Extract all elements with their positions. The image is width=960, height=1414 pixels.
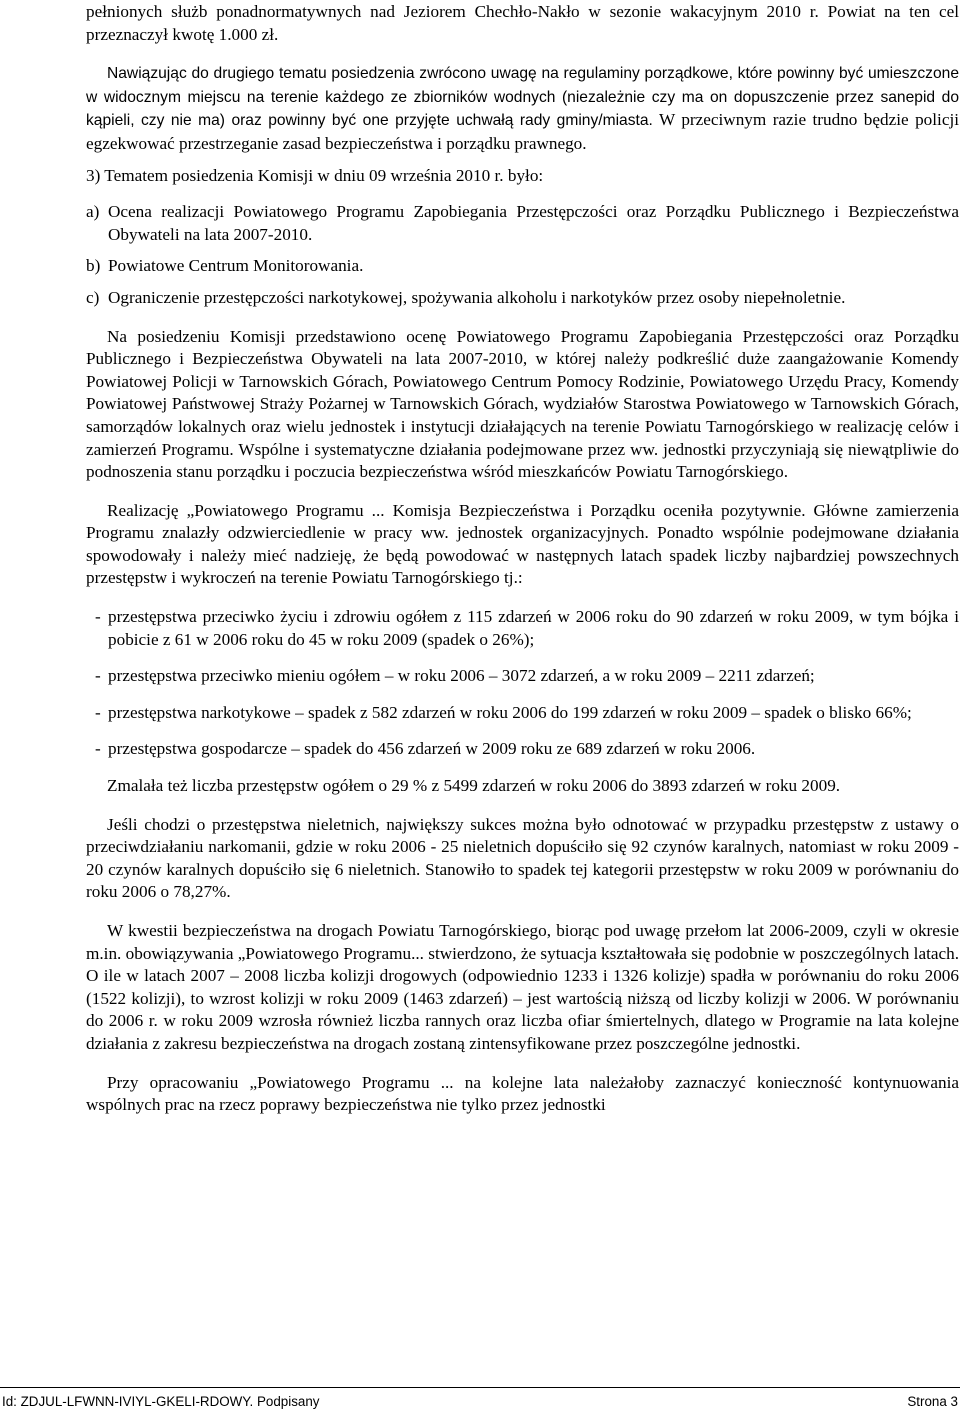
page-footer [0, 1387, 960, 1411]
statistic-bullet-economic [95, 738, 959, 761]
bullet-marker: - [95, 702, 101, 722]
agenda-item-text: Ocena realizacji Powiatowego Programu Zapobiegania Przestępczości oraz Porządku Publicznego i Bezpieczeństwa Obywateli na lata 2007-2010. [108, 202, 959, 244]
statistic-bullet-life [95, 606, 959, 651]
section-heading-3: 3) Tematem posiedzenia Komisji w dniu 09 września 2010 r. było: [86, 165, 544, 185]
paragraph-intro: pełnionych służb ponadnormatywnych nad Jeziorem Chechło-Nakło w sezonie wakacyjnym 2010 r. Powiat na ten cel przeznaczył kwotę 1.000 zł. [86, 2, 959, 44]
bullet-text: przestępstwa przeciwko mieniu ogółem – w roku 2006 – 3072 zdarzeń, a w roku 2009 – 2211 zdarzeń; [108, 666, 815, 686]
bullet-marker: - [95, 739, 101, 759]
paragraph-zmalala: Zmalała też liczba przestępstw ogółem o 29 % z 5499 zdarzeń w roku 2006 do 3893 zdarzeń w roku 2009. [107, 776, 841, 796]
statistic-bullet-drugs [95, 702, 959, 725]
bullet-text: przestępstwa przeciwko życiu i zdrowiu ogółem z 115 zdarzeń w 2006 roku do 90 zdarzeń w roku 2009, w tym bójka i pobicie z 61 w 2006 roku do 45 w roku 2009 (spadek o 26%); [108, 607, 959, 649]
agenda-item-text: Ograniczenie przestępczości narkotykowej, spożywania alkoholu i narkotyków przez osoby niepełnoletnie. [108, 287, 846, 307]
paragraph-regulaminy-serif: W przeciwnym razie trudno będzie policji egzekwować przestrzeganie zasad bezpieczeństwa i porządku prawnego. [86, 110, 959, 153]
paragraph-regulaminy [86, 62, 959, 155]
paragraph-drogi: W kwestii bezpieczeństwa na drogach Powiatu Tarnogórskiego, biorąc pod uwagę przełom lat 2006-2009, czyli w okresie m.in. obowiązywania „Powiatowego Programu... stwierdzono, że sytuacja kształtowała się podobnie w poszczególnych latach. O ile w latach 2007 – 2008 liczba kolizji drogowych (odpowiednio 1233 i 1326 kolizje) spadła w porównaniu do roku 2006 (1522 kolizji), to wzrost kolizji w roku 2009 (1463 zdarzeń) – jest wartością niższą od liczby kolizji w 2006. W porównaniu do 2006 r. w roku 2009 wzrosła również liczba rannych oraz liczba ofiar śmiertelnych, dlatego w Programie na lata kolejne działania z zakresu bezpieczeństwa na drogach zostaną zintensyfikowane przez poszczególne jednostki. [86, 921, 959, 1053]
agenda-item-b [86, 255, 959, 278]
agenda-item-c [86, 287, 959, 310]
bullet-text: przestępstwa narkotykowe – spadek z 582 zdarzeń w roku 2006 do 199 zdarzeń w roku 2009 – spadek o blisko 66%; [108, 702, 912, 722]
agenda-item-text: Powiatowe Centrum Monitorowania. [108, 256, 364, 276]
document-id: Id: ZDJUL-LFWNN-IVIYL-GKELI-RDOWY. Podpisany [2, 1394, 320, 1409]
bullet-text: przestępstwa gospodarcze – spadek do 456 zdarzeń w 2009 roku ze 689 zdarzeń w roku 2006. [108, 739, 756, 759]
paragraph-ocena: Na posiedzeniu Komisji przedstawiono ocenę Powiatowego Programu Zapobiegania Przestępczości oraz Porządku Publicznego i Bezpieczeństwa Obywateli na lata 2007-2010, w której należy podkreślić duże zaangażowanie Komendy Powiatowej Policji w Tarnowskich Górach, Powiatowego Centrum Pomocy Rodzinie, Powiatowego Urzędu Pracy, Komendy Powiatowej Państwowej Straży Pożarnej w Tarnowskich Górach, wydziałów Starostwa Powiatowego w Tarnowskich Górach, samorządów lokalnych oraz wielu jednostek i instytucji działających na terenie Powiatu Tarnogórskiego w realizację celów i zamierzeń Programu. Wspólne i systematyczne działania podejmowane przez ww. jednostki przyczyniają się niewątpliwie do podnoszenia stanu porządku i poczucia bezpieczeństwa wśród mieszkańców Powiatu Tarnogórskiego. [86, 326, 959, 482]
paragraph-regulaminy-sans: Nawiązując do drugiego tematu posiedzenia zwrócono uwagę na regulaminy porządkowe, które powinny być umieszczone w widocznym miejscu na terenie każdego ze zbiorników wodnych (niezależnie czy ma on dopuszczenie przez sanepid do kąpieli, czy nie ma) oraz powinny być one przyjęte uchwałą rady gminy/miasta. [86, 65, 959, 130]
agenda-item-marker: b) [86, 256, 101, 276]
agenda-item-marker: c) [86, 287, 100, 307]
paragraph-opracowanie: Przy opracowaniu „Powiatowego Programu ... na kolejne lata należałoby zaznaczyć konieczność kontynuowania wspólnych prac na rzecz poprawy bezpieczeństwa nie tylko przez jednostki [86, 1072, 959, 1115]
page-number: Strona 3 [907, 1394, 958, 1409]
statistic-bullet-property [95, 665, 959, 688]
agenda-item-a [86, 201, 959, 246]
bullet-marker: - [95, 666, 101, 686]
document-page [86, 0, 959, 1117]
agenda-item-marker: a) [86, 202, 100, 222]
bullet-marker: - [95, 607, 101, 627]
paragraph-nieletni: Jeśli chodzi o przestępstwa nieletnich, największy sukces można było odnotować w przypadku przestępstw z ustawy o przeciwdziałaniu narkomanii, gdzie w roku 2006 - 25 nieletnich dopuściło się 92 czynów karalnych, natomiast w roku 2009 - 20 czynów karalnych dopuściło się 6 nieletnich. Stanowiło to spadek tej kategorii przestępstw w roku 2009 w porównaniu do roku 2006 o 78,27%. [86, 814, 959, 902]
paragraph-realizacja: Realizację „Powiatowego Programu ... Komisja Bezpieczeństwa i Porządku oceniła pozytywnie. Główne zamierzenia Programu znalazły odzwierciedlenie w pracy ww. jednostek organizacyjnych. Ponadto wspólnie podejmowane działania spowodowały i należy mieć nadzieję, że będą powodować w następnych latach spadek liczby najbardziej powszechnych przestępstw i wykroczeń na terenie Powiatu Tarnogórskiego tj.: [86, 500, 959, 588]
